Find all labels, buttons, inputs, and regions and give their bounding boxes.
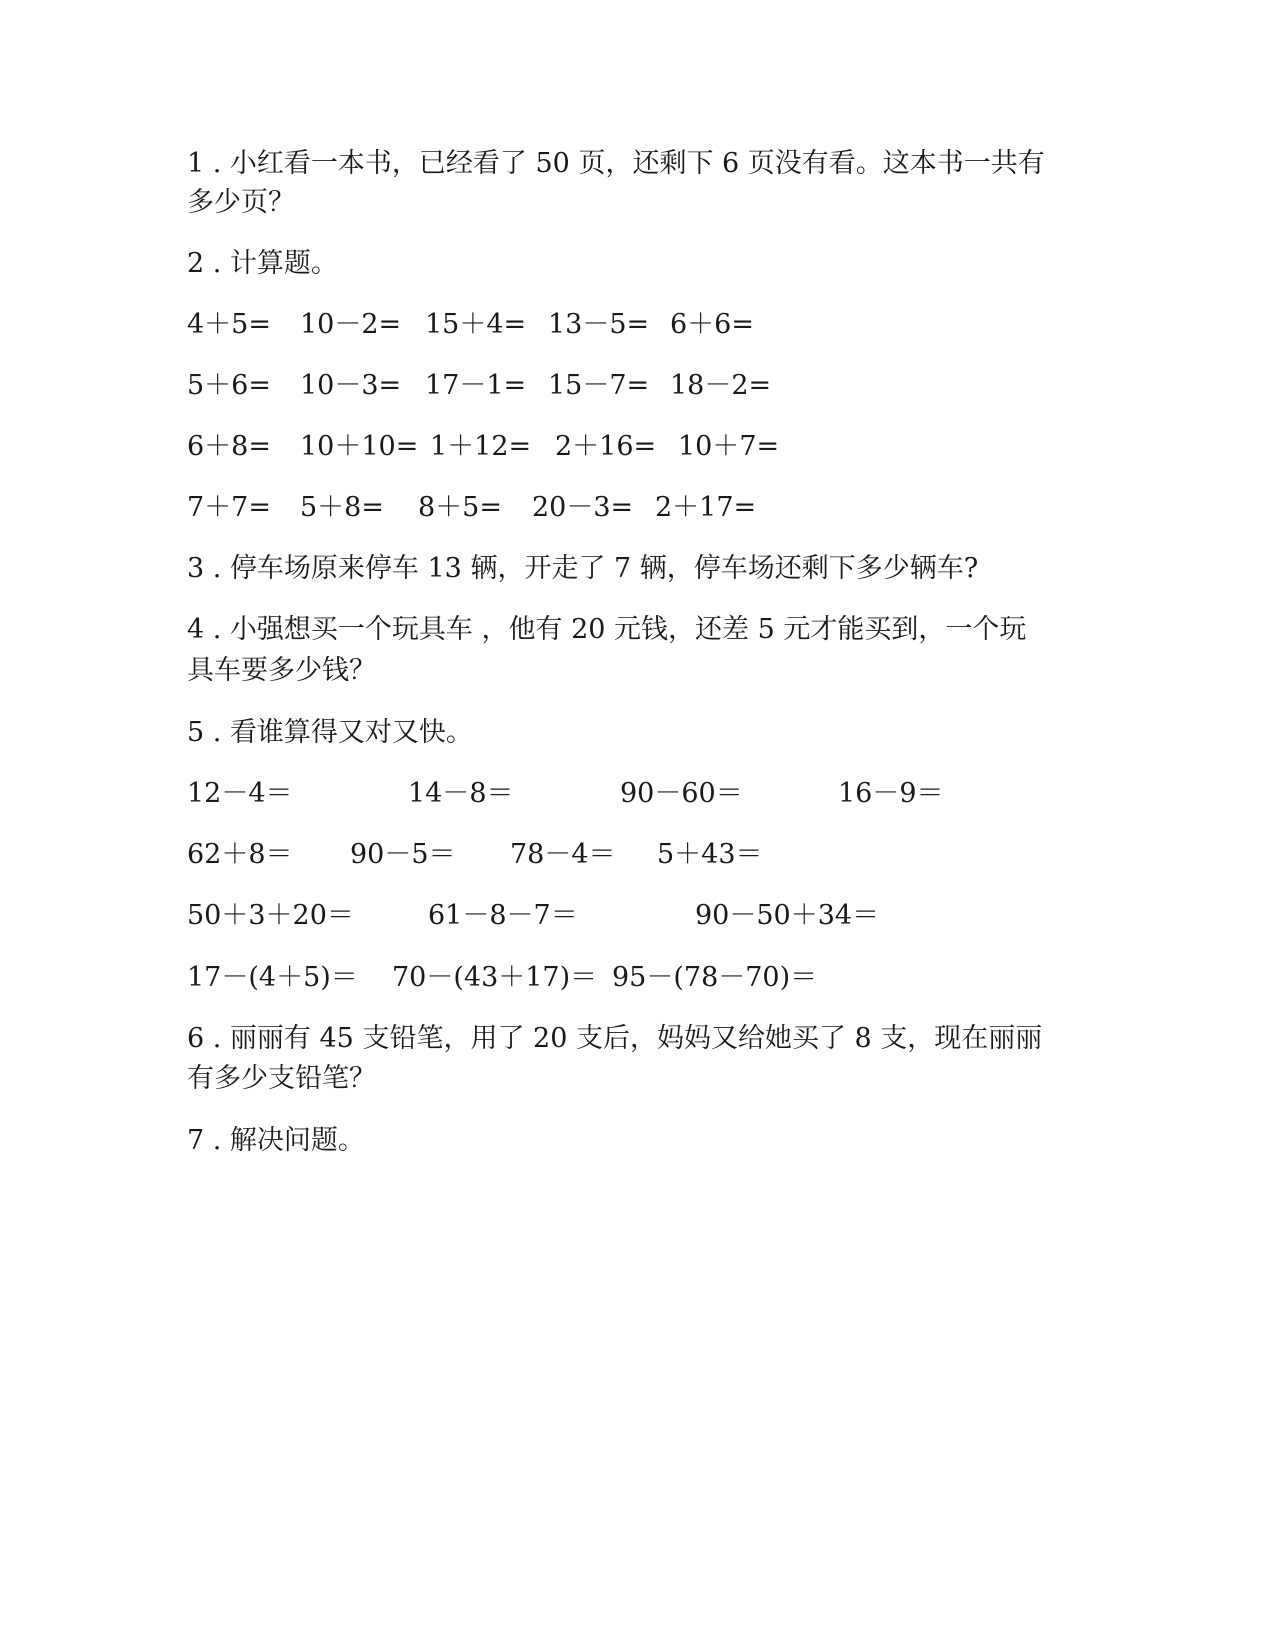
question-6-line-1: 6 . 丽丽有 45 支铅笔，用了 20 支后，妈妈又给她买了 8 支，现在丽丽 xyxy=(187,1023,1043,1054)
calc-item: 8＋5= xyxy=(418,492,502,523)
quick-calc-item: 95－(78－70)＝ xyxy=(612,962,818,993)
calc-item: 17－1= xyxy=(425,370,527,401)
question-6-line-2: 有多少支铅笔？ xyxy=(187,1063,376,1094)
calc-item: 15＋4= xyxy=(425,309,527,340)
question-3-line-1: 3 . 停车场原来停车 13 辆，开走了 7 辆，停车场还剩下多少辆车? xyxy=(187,553,979,584)
calc-item: 2＋16= xyxy=(555,431,657,462)
calc-item: 6＋8= xyxy=(187,431,271,462)
question-1-line-2: 多少页？ xyxy=(187,187,295,218)
calc-item: 6＋6= xyxy=(670,309,754,340)
quick-calc-item: 17－(4＋5)＝ xyxy=(187,962,358,993)
calc-item: 15－7= xyxy=(548,370,650,401)
calc-item: 10＋7= xyxy=(678,431,780,462)
calc-item: 10－2= xyxy=(300,309,402,340)
question-7-title: 7 . 解决问题。 xyxy=(187,1125,365,1156)
question-2-title: 2 . 计算题。 xyxy=(187,248,338,279)
question-5-title: 5 . 看谁算得又对又快。 xyxy=(187,717,473,748)
quick-calc-item: 50＋3＋20＝ xyxy=(187,900,354,931)
quick-calc-item: 61－8－7＝ xyxy=(428,900,578,931)
calc-item: 7＋7= xyxy=(187,492,271,523)
calc-item: 4＋5= xyxy=(187,309,271,340)
calc-item: 5＋6= xyxy=(187,370,271,401)
quick-calc-item: 90－5＝ xyxy=(350,839,456,870)
question-1-line-1: 1 . 小红看一本书，已经看了 50 页，还剩下 6 页没有看。这本书一共有 xyxy=(187,148,1045,179)
quick-calc-item: 90－50＋34＝ xyxy=(695,900,880,931)
quick-calc-item: 78－4＝ xyxy=(510,839,616,870)
calc-item: 20－3= xyxy=(532,492,634,523)
quick-calc-item: 14－8＝ xyxy=(408,778,514,809)
calc-item: 1＋12= xyxy=(430,431,532,462)
question-4-line-1: 4 . 小强想买一个玩具车 ，他有 20 元钱，还差 5 元才能买到，一个玩 xyxy=(187,614,1027,645)
calc-item: 13－5= xyxy=(548,309,650,340)
calc-item: 5＋8= xyxy=(300,492,384,523)
quick-calc-item: 90－60＝ xyxy=(620,778,743,809)
quick-calc-item: 12－4＝ xyxy=(187,778,293,809)
quick-calc-item: 16－9＝ xyxy=(838,778,944,809)
question-4-line-2: 具车要多少钱？ xyxy=(187,655,376,686)
calc-item: 2＋17= xyxy=(655,492,757,523)
calc-item: 18－2= xyxy=(670,370,772,401)
calc-item: 10－3= xyxy=(300,370,402,401)
quick-calc-item: 70－(43＋17)＝ xyxy=(392,962,598,993)
calc-item: 10＋10= xyxy=(300,431,419,462)
quick-calc-item: 5＋43＝ xyxy=(657,839,763,870)
quick-calc-item: 62＋8＝ xyxy=(187,839,293,870)
